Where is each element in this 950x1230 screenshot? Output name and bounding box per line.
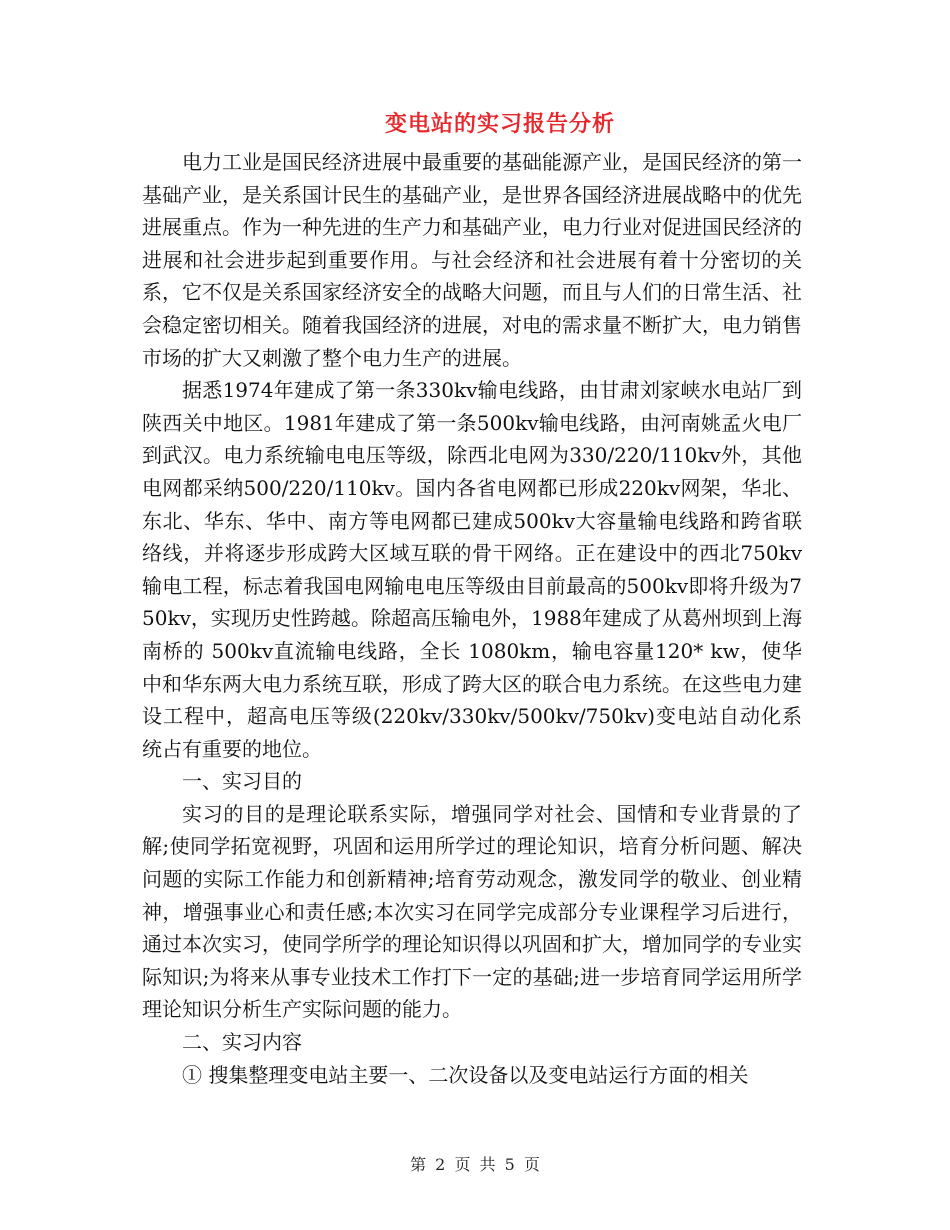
paragraph-history: 据悉1974年建成了第一条330kv输电线路，由甘肃刘家峡水电站厂到陕西关中地区。1981年建成了第一条500kv输电线路，由河南姚孟火电厂到武汉。电力系统输电电压等级，除西北电网为330/220/110kv外，其他电网都采纳500/220/110kv。国内各省电网都已形成220kv网架，华北、东北、华东、华中、南方等电网都已建成500kv大容量输电线路和跨省联络线，并将逐步形成跨大区域互联的骨干网络。正在建设中的西北750kv输电工程，标志着我国电网输电电压等级由目前最高的500kv即将升级为750kv，实现历史性跨越。除超高压输电外，1988年建成了从葛州坝到上海南桥的 500kv直流输电线路，全长 1080km，输电容量120* kw，使华中和华东两大电力系统互联，形成了跨大区的联合电力系统。在这些电力建设工程中，超高电压等级(220kv/330kv/500kv/750kv)变电站自动化系统占有重要的地位。: [142, 378, 802, 761]
paragraph-purpose: 实习的目的是理论联系实际，增强同学对社会、国情和专业背景的了解;使同学拓宽视野，巩固和运用所学过的理论知识，培育分析问题、解决问题的实际工作能力和创新精神;培育劳动观念，激发同学的敬业、创业精神，增强事业心和责任感;本次实习在同学完成部分专业课程学习后进行，通过本次实习，使同学所学的理论知识得以巩固和扩大，增加同学的专业实际知识;为将来从事专业技术工作打下一定的基础;进一步培育同学运用所学理论知识分析生产实际问题的能力。: [142, 801, 802, 1022]
document-body: [142, 146, 802, 1091]
paragraph-content-item-1: ① 搜集整理变电站主要一、二次设备以及变电站运行方面的相关: [182, 1062, 749, 1087]
section-heading-purpose: 一、实习目的: [182, 769, 302, 794]
paragraph-intro: 电力工业是国民经济进展中最重要的基础能源产业，是国民经济的第一基础产业，是关系国计民生的基础产业，是世界各国经济进展战略中的优先进展重点。作为一种先进的生产力和基础产业，电力行业对促进国民经济的进展和社会进步起到重要作用。与社会经济和社会进展有着十分密切的关系，它不仅是关系国家经济安全的战略大问题，而且与人们的日常生活、社会稳定密切相关。随着我国经济的进展，对电的需求量不断扩大，电力销售市场的扩大又刺激了整个电力生产的进展。: [142, 150, 802, 370]
section-heading-content: 二、实习内容: [182, 1030, 302, 1055]
page-number-footer: 第 2 页 共 5 页: [410, 1155, 540, 1174]
document-title: 变电站的实习报告分析: [384, 111, 615, 137]
